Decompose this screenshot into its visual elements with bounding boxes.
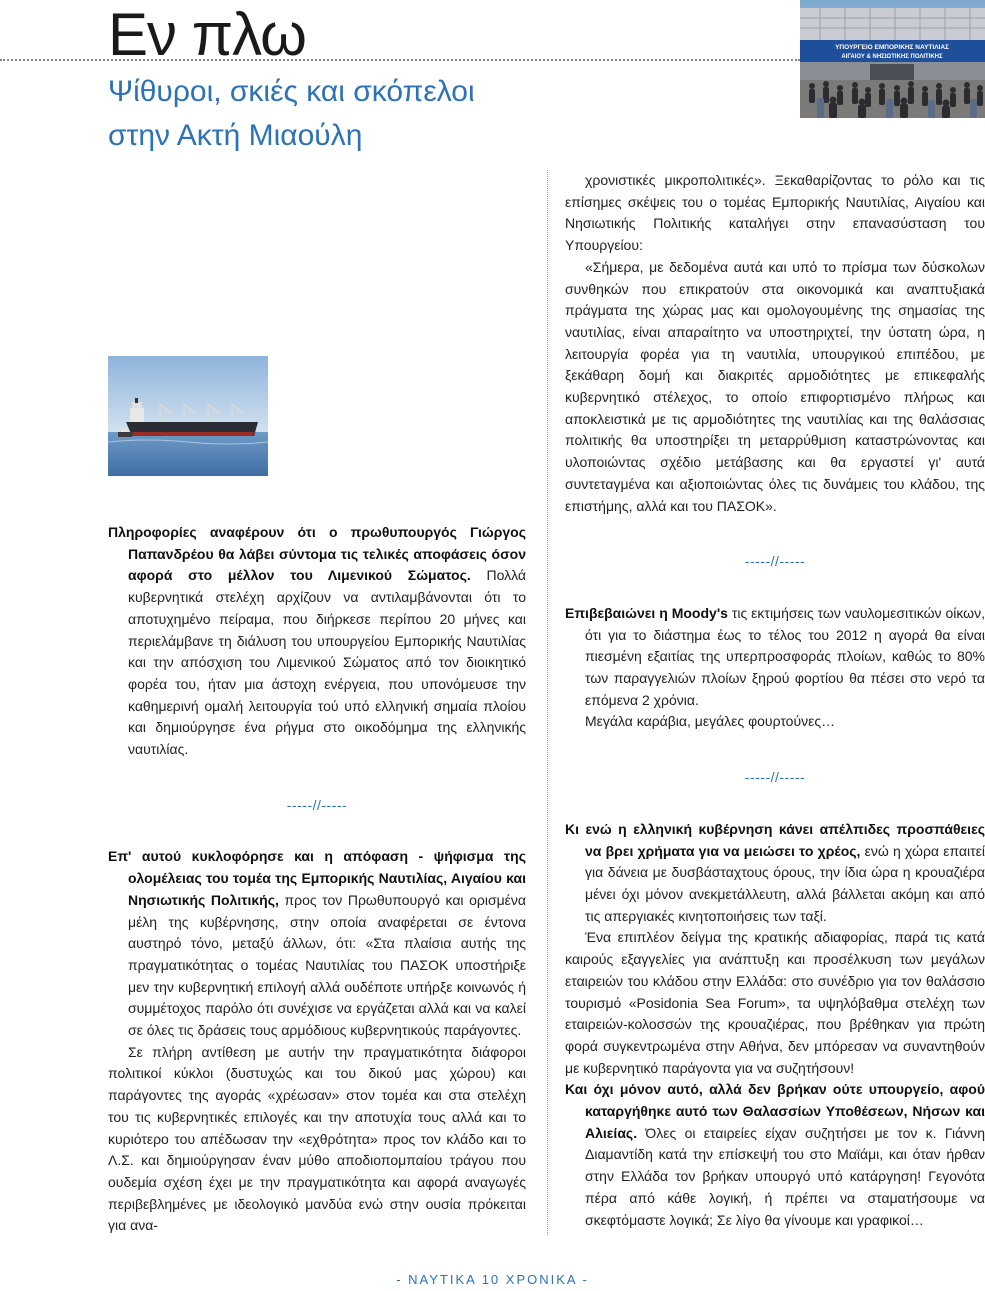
page-footer: - ΝΑΥΤΙΚΑ 10 ΧΡΟΝΙΚΑ - [396, 1272, 589, 1287]
left-column [108, 522, 526, 1237]
bulk-carrier-ship-photo [108, 356, 268, 476]
section-separator: -----//----- [744, 769, 806, 786]
left-paragraph-1 [108, 522, 526, 761]
right-paragraph-3 [565, 603, 985, 712]
title-divider [0, 59, 800, 61]
column-divider [547, 170, 548, 1235]
right-column [565, 170, 985, 1231]
right-paragraph-5 [565, 819, 985, 928]
left-p2-body: προς τον Πρωθυπουργό και ορισμένα μέλη της κυβέρνησης, στην οποία αναφέρεται σε έντονα αυστηρό τόνο, μεταξύ άλλων, ότι: «Στα πλαίσια αυτής της πραγματικότητας ο τομέας Ναυτιλίας του ΠΑΣΟΚ υποστήριξε μεν την κυβερνητική επιλογή αλλά ουδέποτε υπήρξε κοινωνός ή συμμέτοχος παρόλο ότι συνέχισε να εργάζεται αλλά και να καλεί σε όλες τις δράσεις τους αρμόδιους κυβερνητικούς παράγοντες. [128, 891, 526, 1039]
left-p2-lead: Επ' αυτού κυκλοφόρησε και η απόφαση - ψήφισμα της ολομέλειας του τομέα της Εμπορικής Ναυτιλίας, Αιγαίου και Νησιωτικής Πολιτικής, [108, 848, 526, 908]
left-paragraph-2 [108, 846, 526, 1041]
right-p3-body: τις εκτιμήσεις των ναυλομεσιτικών οίκων, ότι για το διάστημα έως το τέλος του 2012 η αγορά θα είναι πιεσμένη εξαιτίας της υπερπροσφοράς πλοίων, καθώς το 80% των παραγγελιών πλοίων ξηρού φορτίου θα πέσει στο νερό τα επόμενα 2 χρόνια. [585, 604, 985, 708]
right-p7-lead: Και όχι μόνον αυτό, αλλά δεν βρήκαν ούτε υπουργείο, αφού καταργήθηκε αυτό των Θαλασσίων Υποθέσεων, Νήσων και Αλιείας. [565, 1081, 985, 1141]
right-paragraph-6: Ένα επιπλέον δείγμα της κρατικής αδιαφορίας, παρά τις κατά καιρούς εξαγγελίες για ανάπτυξη και προσέλκυση των μεγάλων εταιρειών του κλάδου στην Ελλάδα: στο συνέδριο για τον θαλάσσιο τουρισμό «Posidonia Sea Forum», τα υψηλόβαθμα στελέχη των εταιρειών-κολοσσών της κρουαζιέρας, που βρέθηκαν για πρώτη φορά συγκεντρωμένα στην Αθήνα, δεν μπόρεσαν να συναντηθούν με κυβερνητικό παράγοντα για να συζητήσουν! [565, 929, 985, 1076]
section-separator: -----//----- [744, 553, 806, 570]
right-p5-lead: Κι ενώ η ελληνική κυβέρνηση κάνει απέλπιδες προσπάθειες να βρει χρήματα για να μειώσει το χρέος, [565, 820, 985, 859]
left-p1-body: Πολλά κυβερνητικά στελέχη αρχίζουν να αντιλαμβάνονται ότι το αποτυχημένο πείραμα, που διήρκεσε περίπου 20 μήνες και περιελάμβανε τη διάλυση του υπουργείου Εμπορικής Ναυτιλίας και την απόσχιση του Λιμενικού Σώματος από τον διοικητικό φορέα του, ήταν μια άστοχη ενέργεια, που υπονόμευσε την καθημερινή ομαλή λειτουργία τού υπό ελληνική σημαία πλοίου και δημιούργησε ένα ρήγμα στο οικοδόμημα της ελληνικής ναυτιλίας. [128, 567, 527, 758]
right-paragraph-7 [565, 1079, 985, 1231]
right-paragraph-1: χρονιστικές μικροπολιτικές». Ξεκαθαρίζοντας το ρόλο και τις επίσημες σκέψεις του ο τομέας Εμπορικής Ναυτιλίας, Αιγαίου και Νησιωτικής Πολιτικής καταλήγει στην επανασύσταση του Υπουργείου: [565, 172, 985, 254]
page-subtitle [108, 70, 475, 158]
sign-line-1: ΥΠΟΥΡΓΕΙΟ ΕΜΠΟΡΙΚΗΣ ΝΑΥΤΙΛΙΑΣ [835, 44, 949, 51]
right-p5-body: ενώ η χώρα επαιτεί για δάνεια με δυσβάσταχτους όρους, την ίδια ώρα η κρουαζιέρα μένει όχι μόνον ανεκμετάλλευτη, αλλά βάλλεται ακόμη και από τις απεργιακές κινητοποιήσεις των ταξί. [585, 842, 985, 924]
right-p7-body: Όλες οι εταιρείες είχαν συζητήσει με τον κ. Γιάννη Διαμαντίδη κατά την επίσκεψή του στο Μαϊάμι, και όταν ήρθαν στην Ελλάδα τον βρήκαν υπουργό υπό κατάργηση! Γεγονότα πέρα από κάθε λογική, ή πρέπει να σταματήσουμε να σκεφτόμαστε λογικά; Σε λίγο θα γίνουμε και γραφικοί… [585, 1124, 985, 1228]
section-separator: -----//----- [286, 796, 348, 813]
right-p3-lead: Επιβεβαιώνει η Moody's [565, 604, 728, 621]
ministry-building-photo [800, 0, 985, 118]
left-paragraph-3: Σε πλήρη αντίθεση με αυτήν την πραγματικότητα διάφοροι πολιτικοί κύκλοι (δυστυχώς και του δικού μας χώρου) και παράγοντες της αγοράς «χρέωσαν» στον τομέα και στα στελέχη του τις κυβερνητικές επιλογές και την αποτυχία τους αλλά και το κυριότερο του απέδωσαν την «εχθρότητα» προς τον κλάδο και το Λ.Σ. και δημιούργησαν έναν μύθο αποδιοπομπαίου τράγου που ουδεμία σχέση έχει με την πραγματικότητα και αφορά αναγωγές περιβεβλημένες με ιδεολογικό μανδύα ενώ στην ουσία πρόκειται για ανα- [108, 1043, 526, 1234]
right-paragraph-2: «Σήμερα, με δεδομένα αυτά και υπό το πρίσμα των δύσκολων συνθηκών που επικρατούν στα οικονομικά και αναπτυξιακά πράγματα της χώρας μας και ομολογουμένης της σημασίας της ναυτιλίας, είναι απαραίτητο να υποστηριχτεί, την ύστατη ώρα, η λειτουργία φορέα για τη ναυτιλία, υπουργικού επιπέδου, με ξεκάθαρη δομή και διακριτές αρμοδιότητες με επικεφαλής κυβερνητικό στέλεχος, το οποίο επιφορτισμένο πλήρως και αποκλειστικά με τις αρμοδιότητες της ναυτιλίας και της θαλάσσιας πολιτικής θα υποστηρίξει τη μεταρρύθμιση καταστρώνοντας και υλοποιώντας σχέδιο μετάβασης και θα εργαστεί γι' αυτά συντεταγμένα και αξιοποιώντας όλες τις δυνάμεις του κλάδου, της επιστήμης, αλλά και του ΠΑΣΟΚ». [565, 258, 985, 514]
sign-line-2: ΑΙΓΑΙΟΥ & ΝΗΣΙΩΤΙΚΗΣ ΠΟΛΙΤΙΚΗΣ [841, 54, 943, 60]
page-title: Εν πλω [108, 1, 307, 68]
right-paragraph-4: Μεγάλα καράβια, μεγάλες φουρτούνες… [585, 713, 836, 730]
subtitle-line-2: στην Ακτή Μιαούλη [108, 119, 363, 152]
subtitle-line-1: Ψίθυροι, σκιές και σκόπελοι [108, 75, 475, 108]
left-p1-lead: Πληροφορίες αναφέρουν ότι ο πρωθυπουργός Γιώργος Παπανδρέου θα λάβει σύντομα τις τελικές αποφάσεις όσον αφορά στο μέλλον του Λιμενικού Σώματος. [108, 524, 526, 584]
